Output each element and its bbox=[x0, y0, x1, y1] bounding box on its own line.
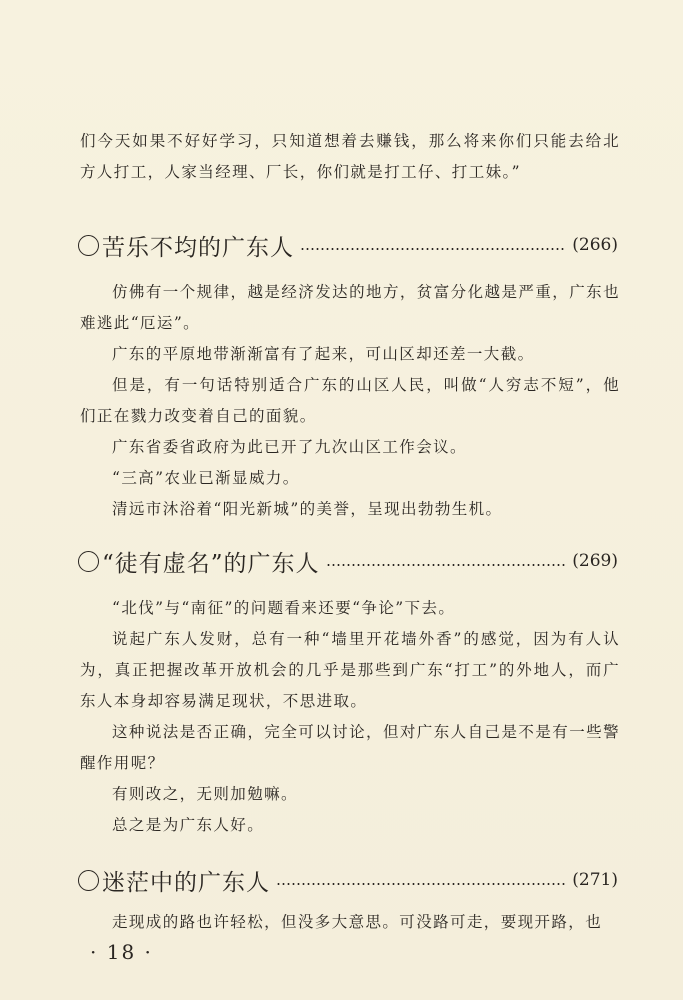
circle-bullet-icon bbox=[78, 870, 99, 891]
section-heading-3 bbox=[78, 863, 618, 897]
dot-leader bbox=[300, 248, 566, 250]
paragraph: 但是，有一句话特别适合广东的山区人民，叫做“人穷志不短”，他们正在戮力改变着自己的面貌。 bbox=[80, 376, 620, 425]
paragraph: 仿佛有一个规律，越是经济发达的地方，贫富分化越是严重，广东也难逃此“厄运”。 bbox=[80, 283, 620, 332]
section-page-number: (269) bbox=[572, 551, 618, 571]
paragraph: 清远市沐浴着“阳光新城”的美誉，呈现出勃勃生机。 bbox=[112, 500, 503, 518]
section-page-number: (266) bbox=[572, 235, 618, 255]
section-title: 迷茫中的广东人 bbox=[102, 869, 270, 896]
intro-paragraph: 们今天如果不好好学习，只知道想着去赚钱，那么将来你们只能去给北方人打工，人家当经理、厂长，你们就是打工仔、打工妹。” bbox=[80, 132, 620, 181]
section-title: “徒有虚名”的广东人 bbox=[102, 550, 320, 577]
circle-bullet-icon bbox=[78, 551, 99, 572]
paragraph: 走现成的路也许轻松，但没多大意思。可没路可走，要现开路，也 bbox=[112, 913, 603, 931]
page-number: · 18 · bbox=[90, 940, 153, 964]
paragraph: 说起广东人发财，总有一种“墙里开花墙外香”的感觉，因为有人认为，真正把握改革开放机会的几乎是那些到广东“打工”的外地人，而广东人本身却容易满足现状，不思进取。 bbox=[80, 630, 620, 710]
dot-leader bbox=[276, 883, 566, 885]
paragraph: 广东的平原地带渐渐富有了起来，可山区却还差一大截。 bbox=[112, 345, 535, 363]
paragraph: 总之是为广东人好。 bbox=[112, 816, 265, 834]
section-page-number: (271) bbox=[572, 870, 618, 890]
section-heading-2 bbox=[78, 544, 618, 578]
section-title: 苦乐不均的广东人 bbox=[102, 234, 294, 261]
paragraph: “三高”农业已渐显威力。 bbox=[112, 469, 300, 487]
paragraph: “北伐”与“南征”的问题看来还要“争论”下去。 bbox=[112, 599, 456, 617]
circle-bullet-icon bbox=[78, 235, 99, 256]
section-heading-1 bbox=[78, 228, 618, 262]
paragraph: 有则改之，无则加勉嘛。 bbox=[112, 785, 298, 803]
paragraph: 这种说法是否正确，完全可以讨论，但对广东人自己是不是有一些警醒作用呢？ bbox=[80, 723, 620, 772]
paragraph: 广东省委省政府为此已开了九次山区工作会议。 bbox=[112, 438, 467, 456]
dot-leader bbox=[326, 564, 567, 566]
